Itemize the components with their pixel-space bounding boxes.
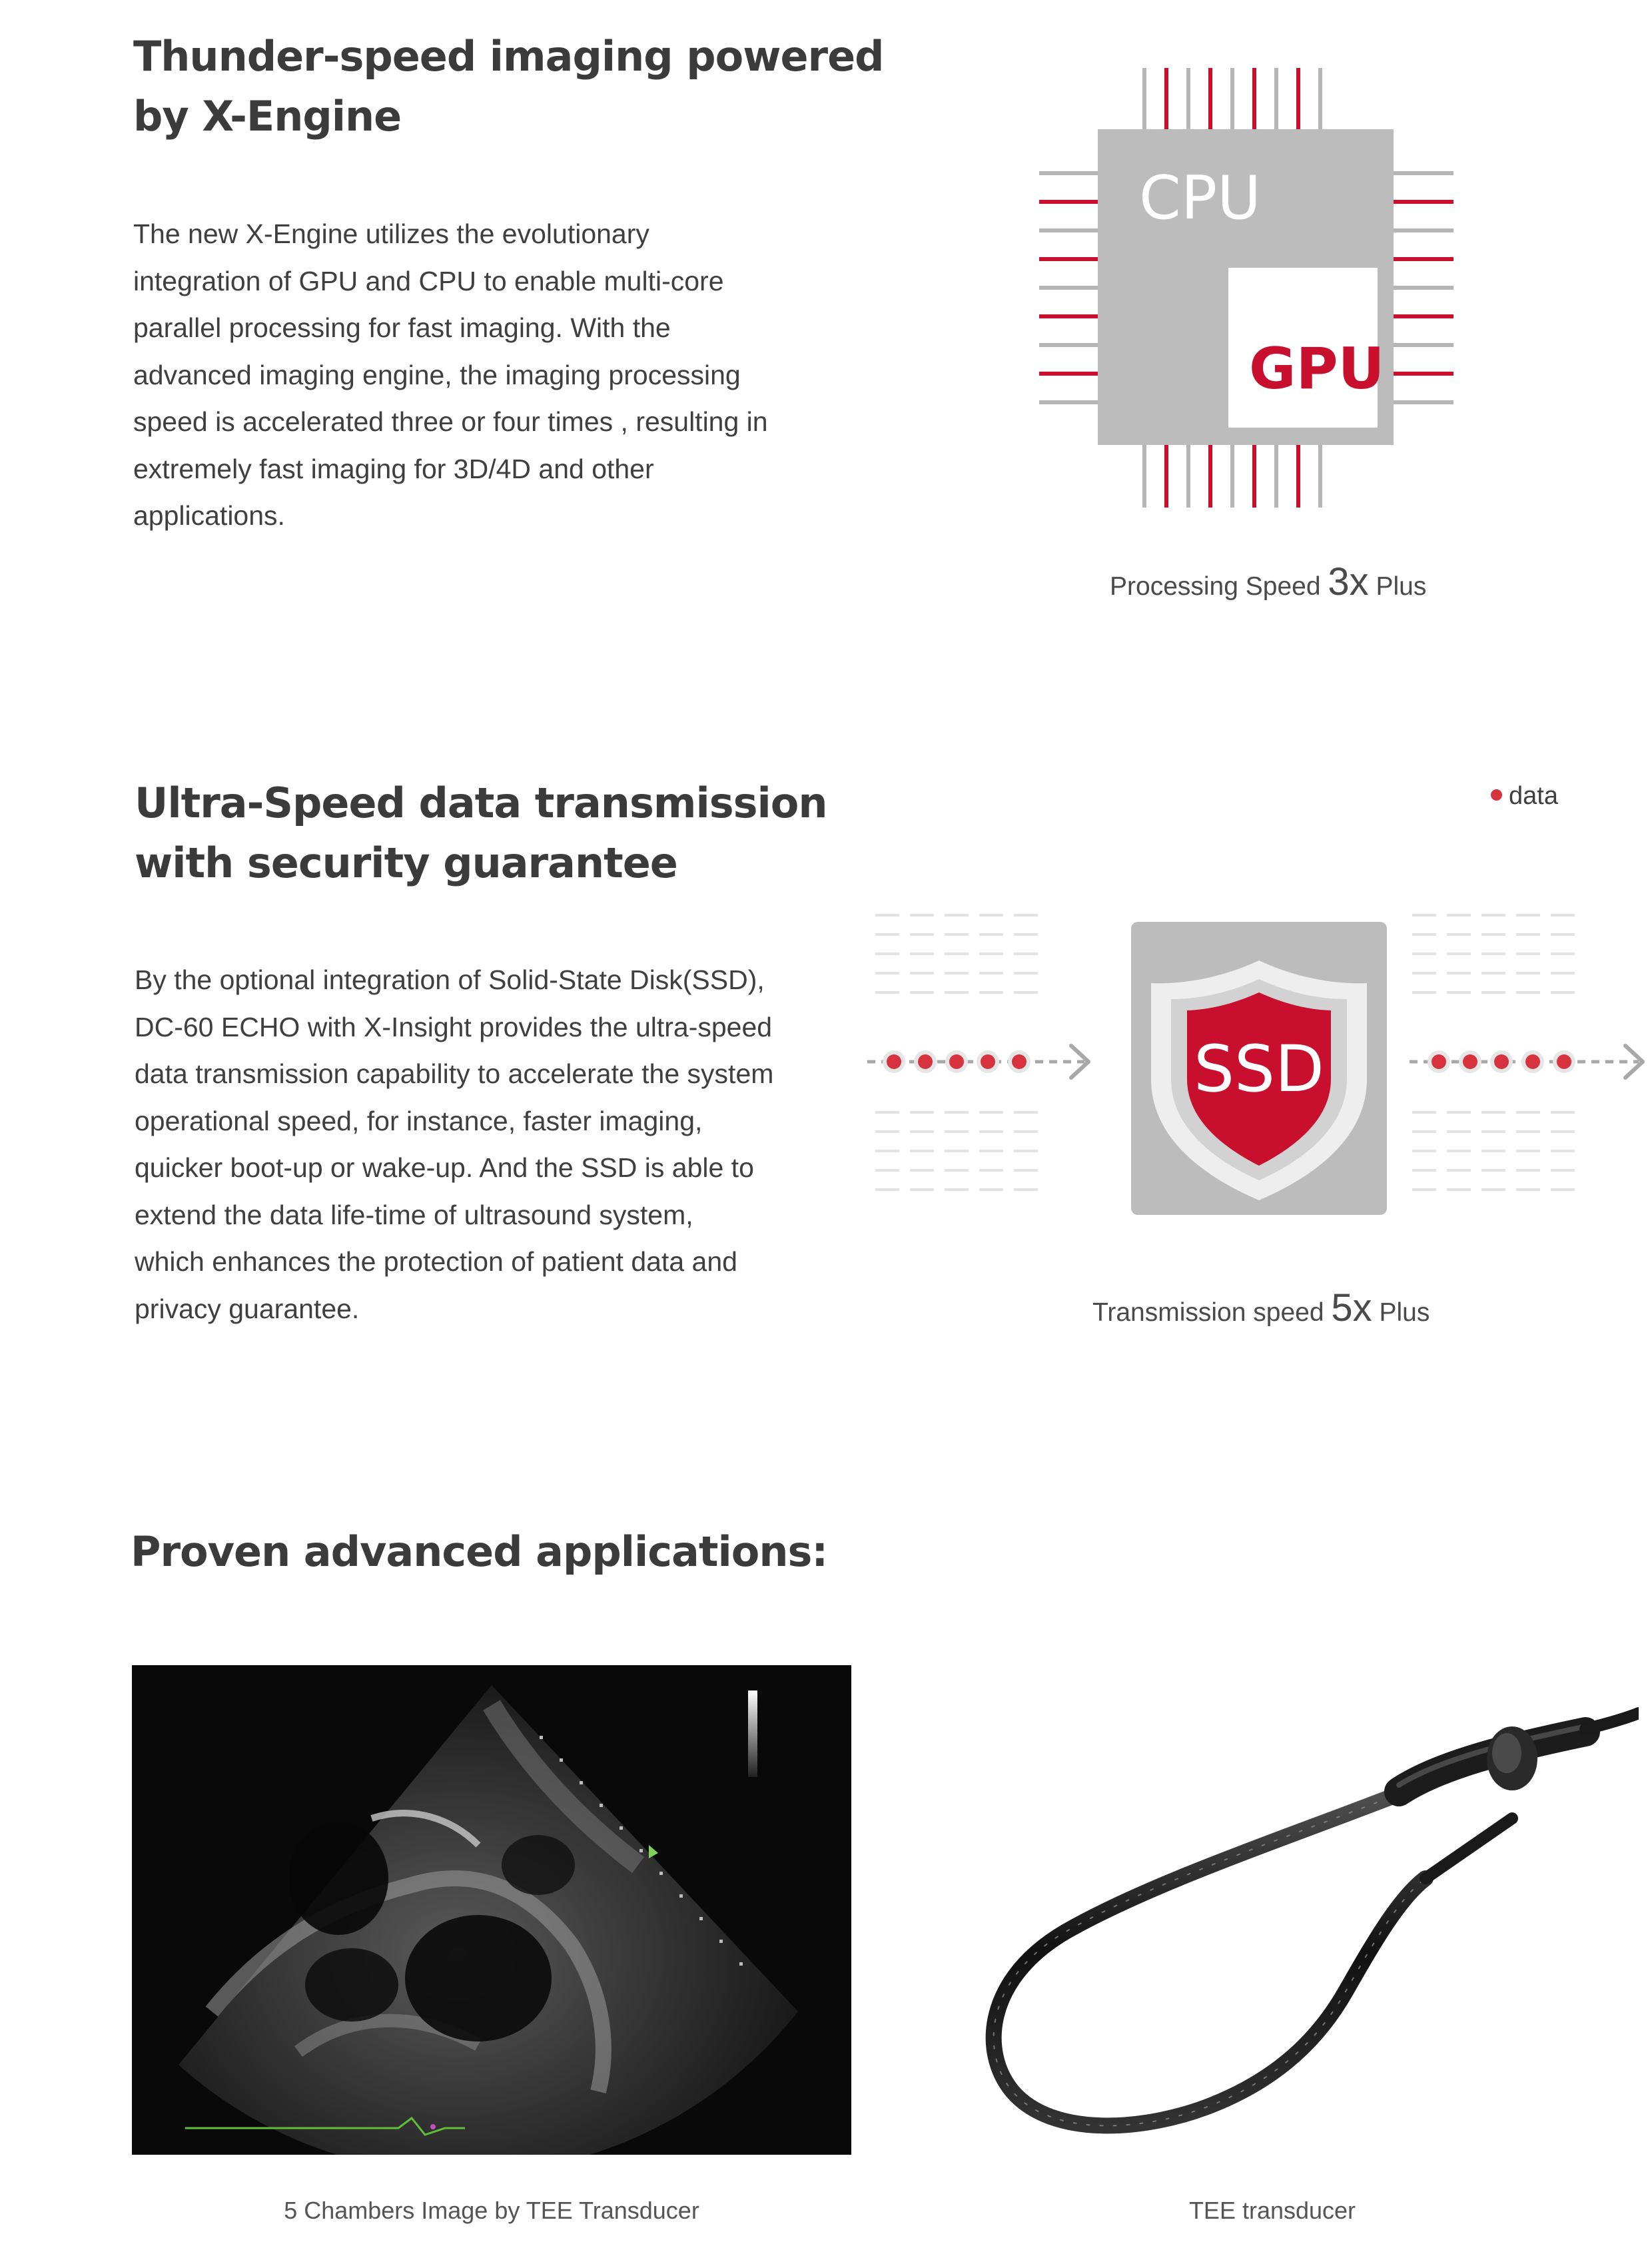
section2-paragraph-line: By the optional integration of Solid-State Disk(SSD), [135,964,765,995]
section2-paragraph-line: quicker boot-up or wake-up. And the SSD is able to [135,1152,754,1183]
chip-pins-left [1039,173,1098,402]
section1-title-line2: by X-Engine [133,92,402,141]
data-dot [1557,1054,1571,1069]
transmission-speed-prefix: Transmission speed [1092,1298,1332,1327]
section2-paragraph-line: extend the data life-time of ultrasound system, [135,1199,693,1230]
gpu-label: GPU [1249,336,1385,402]
cpu-gpu-chip-illustration [1026,60,1465,526]
section2-paragraph-line: operational speed, for instance, faster imaging, [135,1105,703,1136]
ultrasound-image [132,1665,851,2155]
dash-pattern-right-bottom [1412,1112,1575,1190]
section1-paragraph [133,210,799,540]
data-dot [1463,1054,1477,1069]
processing-speed-suffix: Plus [1368,572,1427,601]
section1-paragraph-line: parallel processing for fast imaging. With the [133,312,671,343]
grayscale-bar [748,1690,757,1777]
section2-title-line1: Ultra-Speed data transmission [135,779,827,827]
connector-cable [1585,1713,1639,1729]
section2-paragraph [135,956,841,1332]
data-stream-right [1410,1046,1643,1078]
processing-speed-caption [1110,560,1426,604]
section1-paragraph-line: applications. [133,500,285,531]
section2-paragraph-line: privacy guarantee. [135,1293,360,1324]
data-dot [1432,1054,1446,1069]
section2-title-line2: with security guarantee [135,839,677,887]
ssd-label: SSD [1194,1032,1324,1106]
data-legend-label: data [1509,782,1558,810]
section1-paragraph-line: integration of GPU and CPU to enable multi-core [133,265,724,296]
chip-pins-bottom [1144,445,1320,508]
dash-pattern-right-top [1412,915,1575,992]
data-dot [918,1054,933,1069]
ssd-transmission-illustration [859,913,1652,1226]
section1-paragraph-line: advanced imaging engine, the imaging processing [133,359,741,390]
data-dot [887,1054,901,1069]
ultrasound-image-caption: 5 Chambers Image by TEE Transducer [284,2197,699,2224]
dash-pattern-left-top [875,915,1038,992]
data-stream-left [867,1046,1088,1078]
data-legend [1491,782,1558,811]
tee-transducer-caption: TEE transducer [1188,2197,1356,2224]
data-dot [949,1054,964,1069]
processing-speed-multiplier: 3x [1328,560,1369,603]
data-dot [1525,1054,1540,1069]
section2-paragraph-line: which enhances the protection of patient data and [135,1246,737,1277]
section1-paragraph-line: extremely fast imaging for 3D/4D and other [133,453,654,484]
dash-pattern-left-bottom [875,1112,1038,1190]
chip-pins-top [1144,68,1320,129]
tee-transducer-image [933,1679,1639,2171]
cpu-label: CPU [1139,163,1261,233]
section3-title: Proven advanced applications: [131,1527,828,1576]
section2-paragraph-line: DC-60 ECHO with X-Insight provides the ultra-speed [135,1011,773,1042]
transmission-speed-suffix: Plus [1372,1298,1430,1327]
data-dot [1012,1054,1027,1069]
data-dot [981,1054,995,1069]
transmission-speed-caption [1092,1286,1430,1330]
section1-title [133,27,884,147]
insertion-tube [994,1778,1439,2125]
section1-title-line1: Thunder-speed imaging powered [133,32,884,81]
transmission-speed-multiplier: 5x [1331,1286,1372,1329]
section1-paragraph-line: speed is accelerated three or four times , resulting in [133,406,768,437]
section2-paragraph-line: data transmission capability to accelerate the system [135,1058,774,1089]
section2-title [135,773,827,893]
processing-speed-prefix: Processing Speed [1110,572,1328,601]
chip-pins-right [1394,173,1453,402]
data-dot [1494,1054,1509,1069]
section1-paragraph-line: The new X-Engine utilizes the evolutionary [133,218,649,249]
data-legend-dot [1491,789,1502,801]
